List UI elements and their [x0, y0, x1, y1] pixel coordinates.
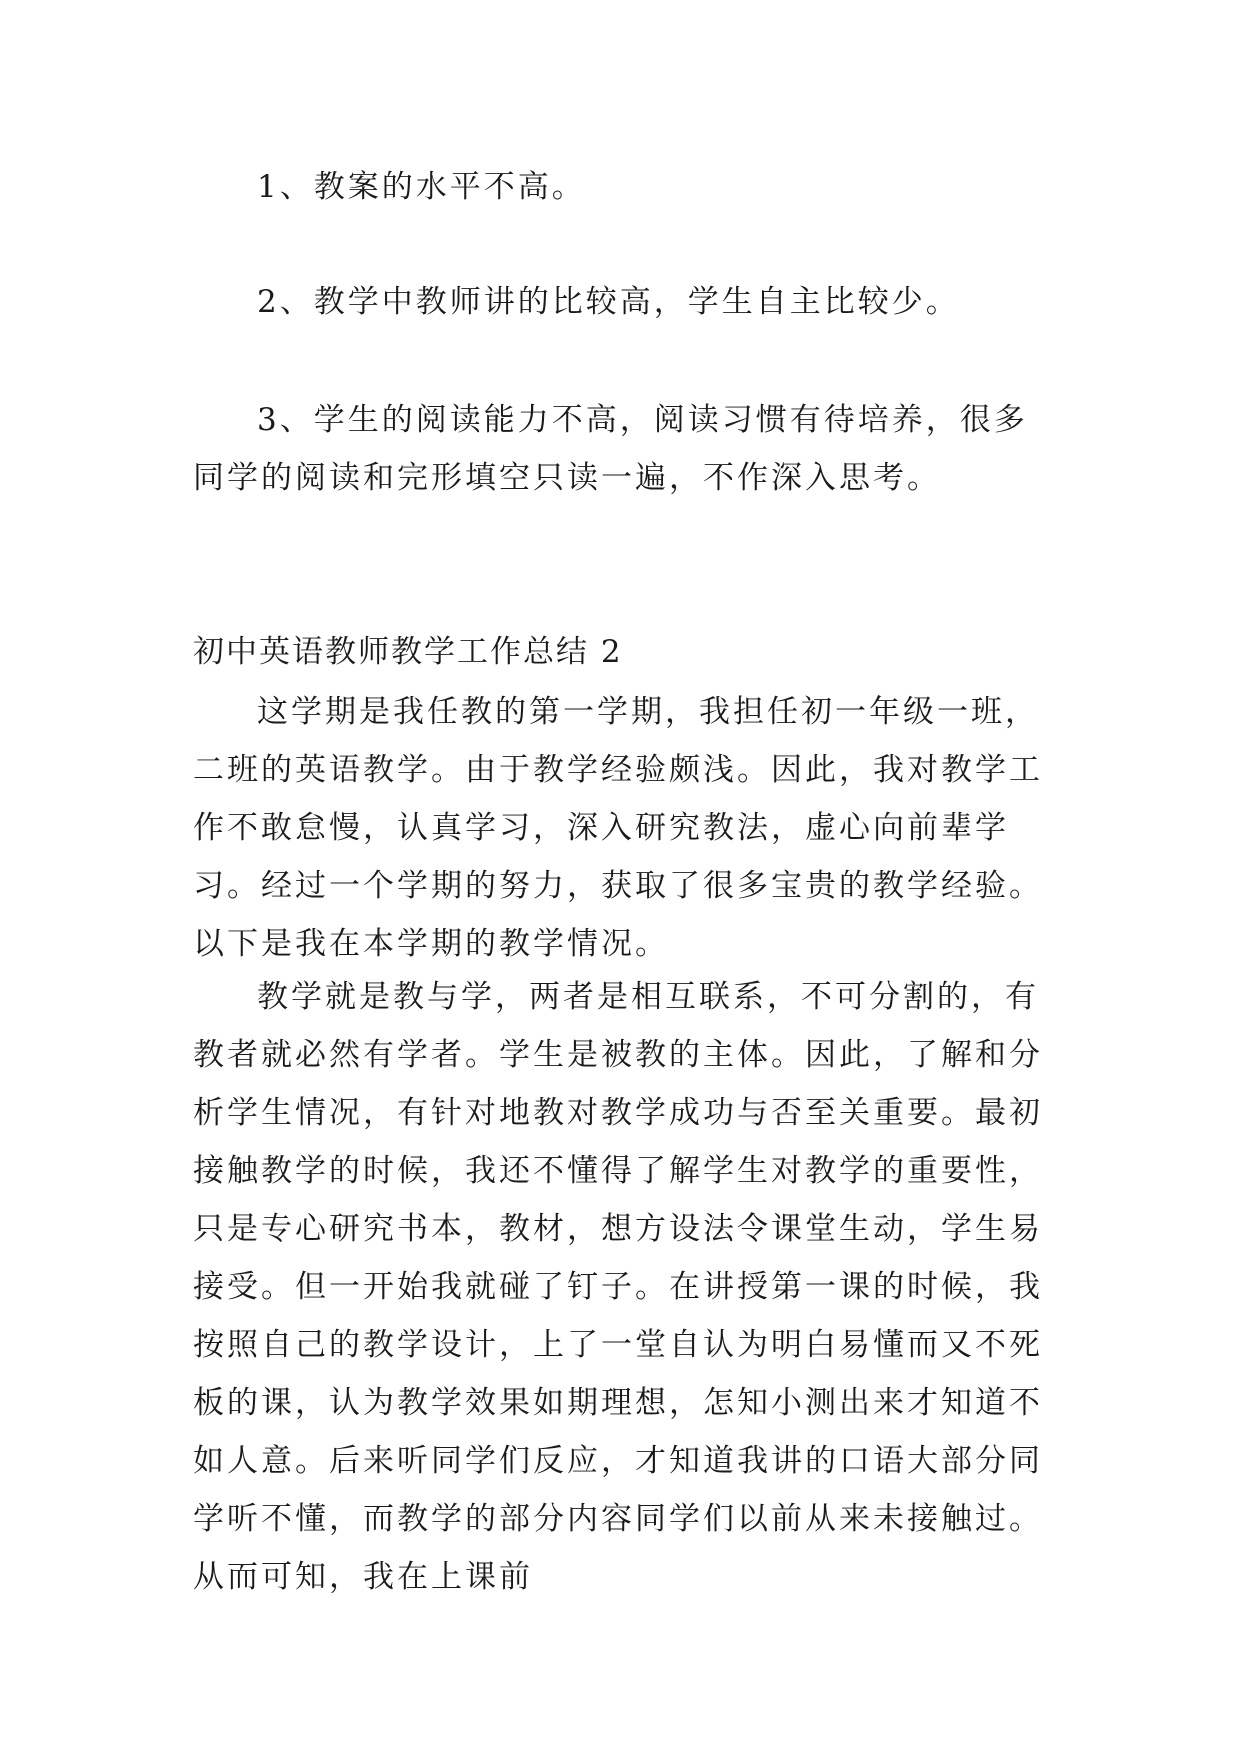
section-title: 初中英语教师教学工作总结 2: [193, 634, 623, 670]
paragraph-1: 这学期是我任教的第一学期，我担任初一年级一班，二班的英语教学。由于教学经验颇浅。因此，我对教学工作不敢怠慢，认真学习，深入研究教法，虚心向前辈学习。经过一个学期的努力，获取了很多宝贵的教学经验。以下是我在本学期的教学情况。: [193, 694, 1043, 962]
list-item-1: 1、教案的水平不高。: [257, 169, 586, 205]
list-item-3: 3、学生的阅读能力不高，阅读习惯有待培养，很多同学的阅读和完形填空只读一遍，不作深入思考。: [193, 402, 1028, 496]
list-item-2: 2、教学中教师讲的比较高，学生自主比较少。: [257, 284, 960, 320]
paragraph-2: 教学就是教与学，两者是相互联系，不可分割的，有教者就必然有学者。学生是被教的主体。因此，了解和分析学生情况，有针对地教对教学成功与否至关重要。最初接触教学的时候，我还不懂得了解学生对教学的重要性，只是专心研究书本，教材，想方设法令课堂生动，学生易接受。但一开始我就碰了钉子。在讲授第一课的时候，我按照自己的教学设计，上了一堂自认为明白易懂而又不死板的课，认为教学效果如期理想，怎知小测出来才知道不如人意。后来听同学们反应，才知道我讲的口语大部分同学听不懂，而教学的部分内容同学们以前从来未接触过。从而可知，我在上课前: [193, 979, 1043, 1595]
